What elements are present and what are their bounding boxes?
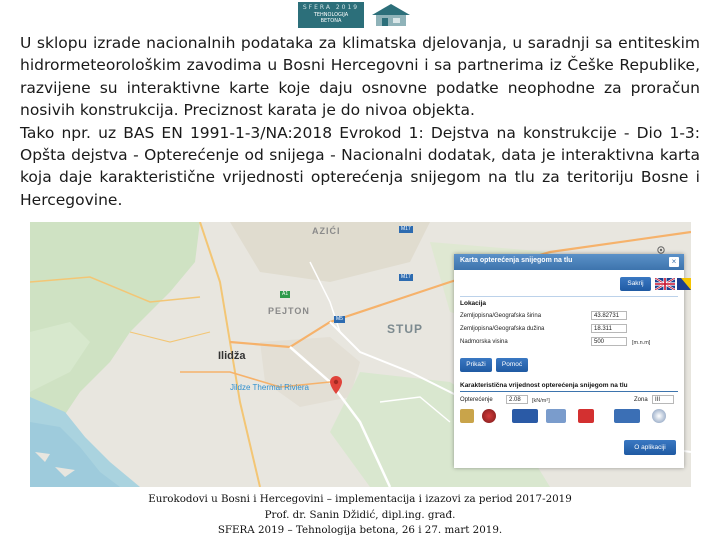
load-field — [506, 395, 528, 404]
road-shield-a1: A1 — [282, 291, 289, 297]
zone-field — [652, 395, 674, 404]
latitude-field[interactable] — [591, 311, 627, 320]
seal-logo — [652, 409, 666, 423]
location-pin-icon[interactable] — [330, 376, 342, 394]
snow-load-map[interactable] — [30, 222, 691, 487]
show-button-label: Prikaži — [466, 361, 486, 368]
longitude-label: Zemljopisna/Geografska dužina — [460, 326, 545, 332]
slide-footer — [0, 492, 720, 539]
about-button[interactable] — [624, 440, 676, 455]
bas-logo — [546, 409, 566, 423]
panel-divider-top — [460, 296, 678, 297]
logo-line1: SFERA 2019 — [302, 4, 360, 11]
house-icon — [368, 2, 414, 28]
logo-box — [298, 2, 364, 28]
map-label-pejton: PEJTON — [268, 306, 310, 316]
uk-flag-icon[interactable] — [655, 278, 675, 290]
panel-divider-mid — [460, 391, 678, 392]
load-unit: [kN/m²] — [532, 398, 550, 404]
road-shield-m17-north: M17 — [401, 226, 411, 232]
help-button-label: Pomoć — [501, 361, 523, 368]
logo-line2 — [298, 12, 364, 24]
show-button[interactable] — [460, 358, 492, 372]
altitude-unit: [m.n.m] — [632, 340, 651, 346]
zone-label: Zona — [634, 397, 648, 403]
load-value: 2.08 — [509, 397, 521, 403]
map-label-stup: STUP — [387, 322, 424, 336]
latitude-label: Zemljopisna/Geografska širina — [460, 313, 542, 319]
map-label-azici: AZIĆI — [312, 226, 341, 236]
altitude-field[interactable] — [591, 337, 627, 346]
bih-flag-icon[interactable] — [677, 278, 691, 290]
longitude-value: 18.311 — [594, 326, 612, 332]
crest-logo — [460, 409, 474, 423]
latitude-value: 43.82731 — [594, 313, 620, 319]
road-shield-m5: M5 — [336, 316, 343, 322]
zone-value: III — [655, 397, 661, 403]
footer-line-3: SFERA 2019 – Tehnologija betona, 26 i 27. mart 2019. — [217, 524, 503, 537]
help-button[interactable] — [496, 358, 528, 372]
paragraph-part-1: U sklopu izrade nacionalnih podataka za klimatska djelovanja, u saradnji sa entiteskim hidrormeteorološkim zavodima u Bosni Hercegovni i sa partnerima iz Češke Republike, razvijene su interaktivne karte koje daju osnovne podatke neophodne za proračun nosivih konstrukcija. Preciznost karata je do nivoa objekta. — [20, 34, 700, 120]
fhmz-logo — [614, 409, 640, 423]
altitude-value: 500 — [594, 339, 605, 345]
intro-paragraph — [20, 32, 700, 211]
characteristic-value-heading: Karakteristična vrijednost opterećenja snijegom na tlu — [460, 382, 628, 389]
about-button-label: O aplikaciji — [634, 444, 666, 451]
hide-button[interactable] — [620, 277, 651, 291]
snow-load-panel — [454, 254, 684, 468]
load-label: Opterećenje — [460, 397, 493, 403]
footer-line-1: Eurokodovi u Bosni i Hercegovini – implementacija i izazovi za period 2017-2019 — [148, 493, 572, 505]
altitude-label: Nadmorska visina — [460, 339, 508, 345]
sfera-logo — [298, 2, 416, 28]
dnmz-logo — [512, 409, 538, 423]
institute-logo — [578, 409, 594, 423]
logo-line2-text: TEHNOLOGIJA — [313, 12, 349, 18]
map-label-thermal: Jildze Thermal Riviera — [230, 383, 309, 392]
logo-line3-text: BETONA — [320, 18, 342, 24]
road-shield-m17-mid: M17 — [401, 274, 411, 280]
longitude-field[interactable] — [591, 324, 627, 333]
hide-button-label: Sakrij — [627, 280, 644, 287]
paragraph-part-2: Tako npr. uz BAS EN 1991-1-3/NA:2018 Evrokod 1: Dejstva na konstrukcije - Dio 1-3: Opšta dejstva - Opterećenje od snijega - Nacionalni dodatak, data je interaktivna karta koja daje karakteristične vrijednosti opterećenja snijegom na tlu za teritoriju Bosne i Hercegovine. — [20, 123, 700, 209]
panel-header — [454, 254, 684, 270]
footer-line-2: Prof. dr. Sanin Džidić, dipl.ing. građ. — [264, 508, 456, 521]
close-icon[interactable]: × — [669, 257, 679, 267]
location-heading: Lokacija — [460, 300, 487, 307]
globe-logo — [482, 409, 496, 423]
panel-title: Karta opterećenja snijegom na tlu — [460, 257, 573, 264]
map-label-ilidza: Ilidža — [218, 350, 246, 362]
